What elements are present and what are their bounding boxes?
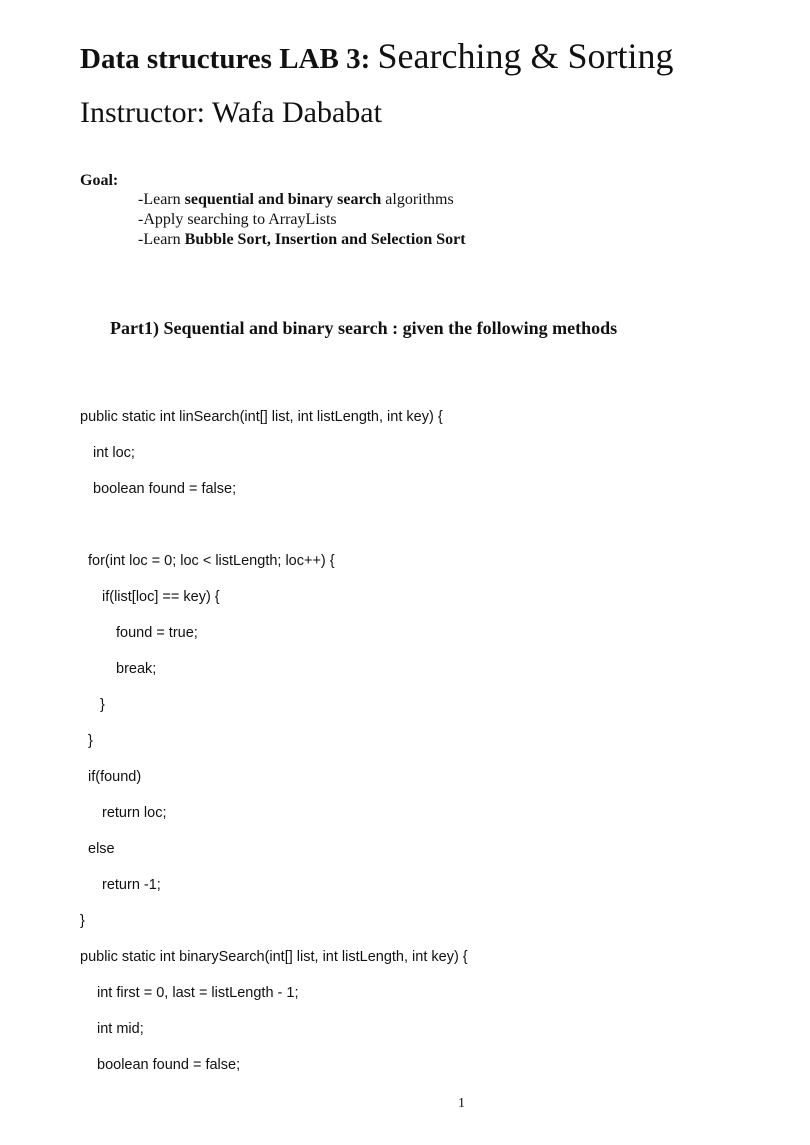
code-line: else	[88, 841, 115, 857]
code-line: break;	[116, 661, 157, 677]
code-line: return -1;	[102, 877, 161, 893]
code-line: boolean found = false;	[97, 1057, 241, 1073]
code-line: }	[100, 697, 105, 713]
instructor-line: Instructor: Wafa Dababat	[80, 96, 382, 129]
code-line: int first = 0, last = listLength - 1;	[97, 985, 299, 1001]
goal-item	[138, 210, 466, 230]
code-line: found = true;	[116, 625, 198, 641]
code-line: if(list[loc] == key) {	[102, 589, 220, 605]
document-title	[80, 38, 673, 74]
goal-item-text: -Learn	[138, 231, 185, 248]
part1-heading: Part1) Sequential and binary search : given the following methods	[110, 318, 618, 338]
code-line: }	[88, 733, 93, 749]
code-line: for(int loc = 0; loc < listLength; loc++) {	[88, 553, 335, 569]
code-line: int mid;	[97, 1021, 144, 1037]
title-normal-part: Searching & Sorting	[377, 36, 674, 76]
code-line: int loc;	[93, 445, 135, 461]
goal-item-bold: Bubble Sort, Insertion and Selection Sort	[184, 231, 466, 248]
code-line: if(found)	[88, 769, 142, 785]
code-line: public static int binarySearch(int[] list, int listLength, int key) {	[80, 949, 468, 965]
code-line: }	[80, 913, 85, 929]
goal-item	[138, 190, 466, 210]
goal-item-bold: sequential and binary search	[184, 191, 382, 208]
goal-list	[138, 190, 466, 250]
page-number: 1	[458, 1096, 465, 1111]
title-bold-part: Data structures LAB 3:	[80, 43, 378, 75]
goal-item	[138, 230, 466, 250]
code-line: public static int linSearch(int[] list, int listLength, int key) {	[80, 409, 443, 425]
code-line: boolean found = false;	[93, 481, 237, 497]
goal-item-text: -Learn	[138, 191, 185, 208]
code-line: return loc;	[102, 805, 167, 821]
goal-item-text: -Apply searching to ArrayLists	[138, 211, 337, 228]
goal-label: Goal:	[80, 172, 119, 189]
goal-item-text: algorithms	[381, 191, 454, 208]
